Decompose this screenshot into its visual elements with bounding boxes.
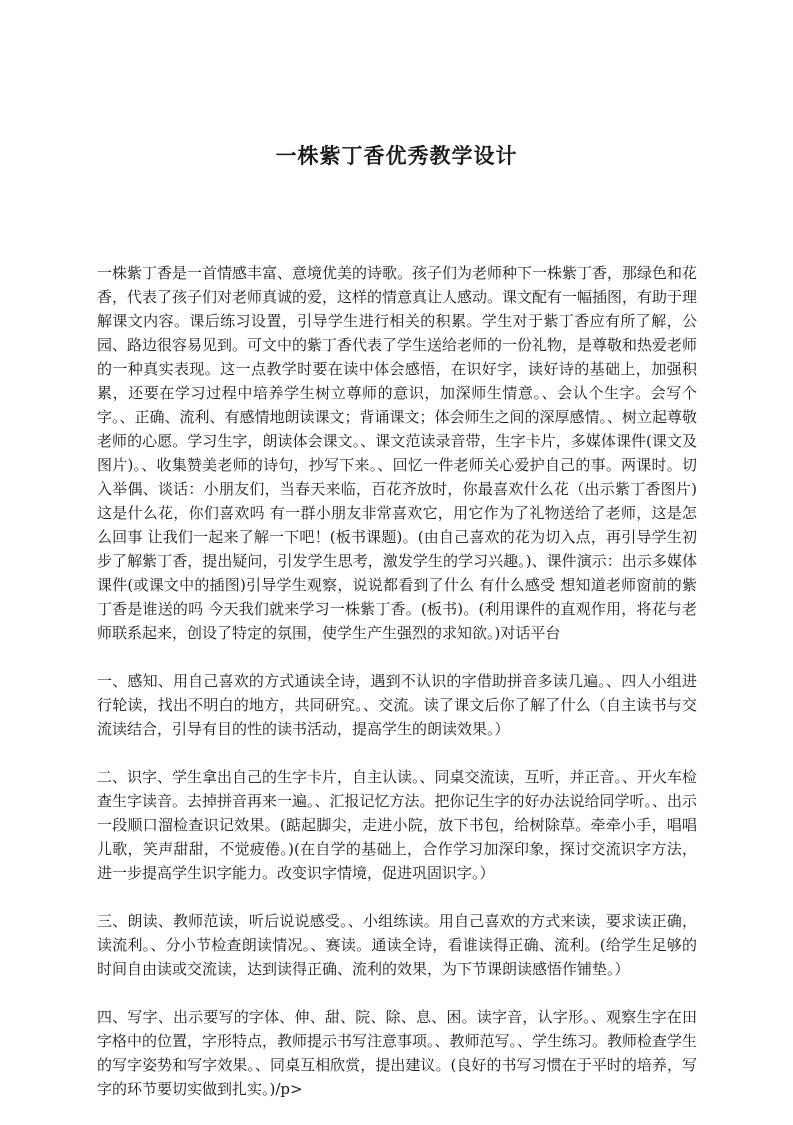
paragraph-literacy: 二、识字、学生拿出自己的生字卡片，自主认读。、同桌交流读，互听，并正音。、开火车检查生字读音。去掉拼音再来一遍。、汇报记忆方法。把你记生字的好办法说给同学听。、出示一段顺口溜检查识记效果。(踮起脚尖，走进小院，放下书包，给树除草。牵牵小手，唱唱儿歌，笑声甜甜，不觉疲倦。)(在自学的基础上，合作学习加深印象，探讨交流识字方法，进一步提高学生识字能力。改变识字情境，促进巩固识字。） xyxy=(97,768,698,882)
document-body xyxy=(97,261,697,1125)
paragraph-writing: 四、写字、出示要写的字体、伸、甜、院、除、息、困。读字音，认字形。、观察生字在田字格中的位置，字形特点，教师提示书写注意事项。、教师范写。、学生练习。教师检查学生的写字姿势和写字效果。、同桌互相欣赏，提出建议。(良好的书写习惯在于平时的培养，写字的环节要切实做到扎实。)/p> xyxy=(97,1008,698,1098)
document-title: 一株紫丁香优秀教学设计 xyxy=(275,144,518,168)
paragraph-perception: 一、感知、用自己喜欢的方式通读全诗，遇到不认识的字借助拼音多读几遍。、四人小组进行轮读，找出不明白的地方，共同研究。、交流。读了课文后你了解了什么（自主读书与交流读结合，引导有目的性的读书活动，提高学生的朗读效果。） xyxy=(97,672,697,738)
paragraph-reading: 三、朗读、教师范读，听后说说感受。、小组练读。用自己喜欢的方式来读，要求读正确，读流利。、分小节检查朗读情况。、赛读。通读全诗，看谁读得正确、流利。(给学生足够的时间自由读或交流读，达到读得正确、流利的效果，为下节课朗读感悟作铺垫。） xyxy=(97,912,697,978)
paragraph-intro: 一株紫丁香是一首情感丰富、意境优美的诗歌。孩子们为老师种下一株紫丁香，那绿色和花香，代表了孩子们对老师真诚的爱，这样的情意真让人感动。课文配有一幅插图，有助于理解课文内容。课后练习设置，引导学生进行相关的积累。学生对于紫丁香应有所了解，公园、路边很容易见到。可文中的紫丁香代表了学生送给老师的一份礼物，是尊敬和热爱老师的一种真实表现。这一点教学时要在读中体会感悟，在识好字，读好诗的基础上，加强积累，还要在学习过程中培养学生树立尊师的意识，加深师生情意。、会认个生字。会写个字。、正确、流利、有感情地朗读课文；背诵课文；体会师生之间的深厚感情。、树立起尊敬老师的心愿。学习生字，朗读体会课文。、课文范读录音带，生字卡片，多媒体课件(课文及图片)。、收集赞美老师的诗句，抄写下来。、回忆一件老师关心爱护自己的事。两课时。切入举偶、谈话：小朋友们，当春天来临，百花齐放时，你最喜欢什么花（出示紫丁香图片)这是什么花，你们喜欢吗 有一群小朋友非常喜欢它，用它作为了礼物送给了老师，这是怎么回事 让我们一起来了解一下吧！(板书课题)。(由自己喜欢的花为切入点，再引导学生初步了解紫丁香，提出疑问，引发学生思考，激发学生的学习兴趣。)、课件演示：出示多媒体课件(或课文中的插图)引导学生观察，说说都看到了什么 有什么感受 想知道老师窗前的紫丁香是谁送的吗 今天我们就来学习一株紫丁香。(板书)。(利用课件的直观作用，将花与老师联系起来，创设了特定的氛围，使学生产生强烈的求知欲。)对话平台 xyxy=(97,264,698,642)
